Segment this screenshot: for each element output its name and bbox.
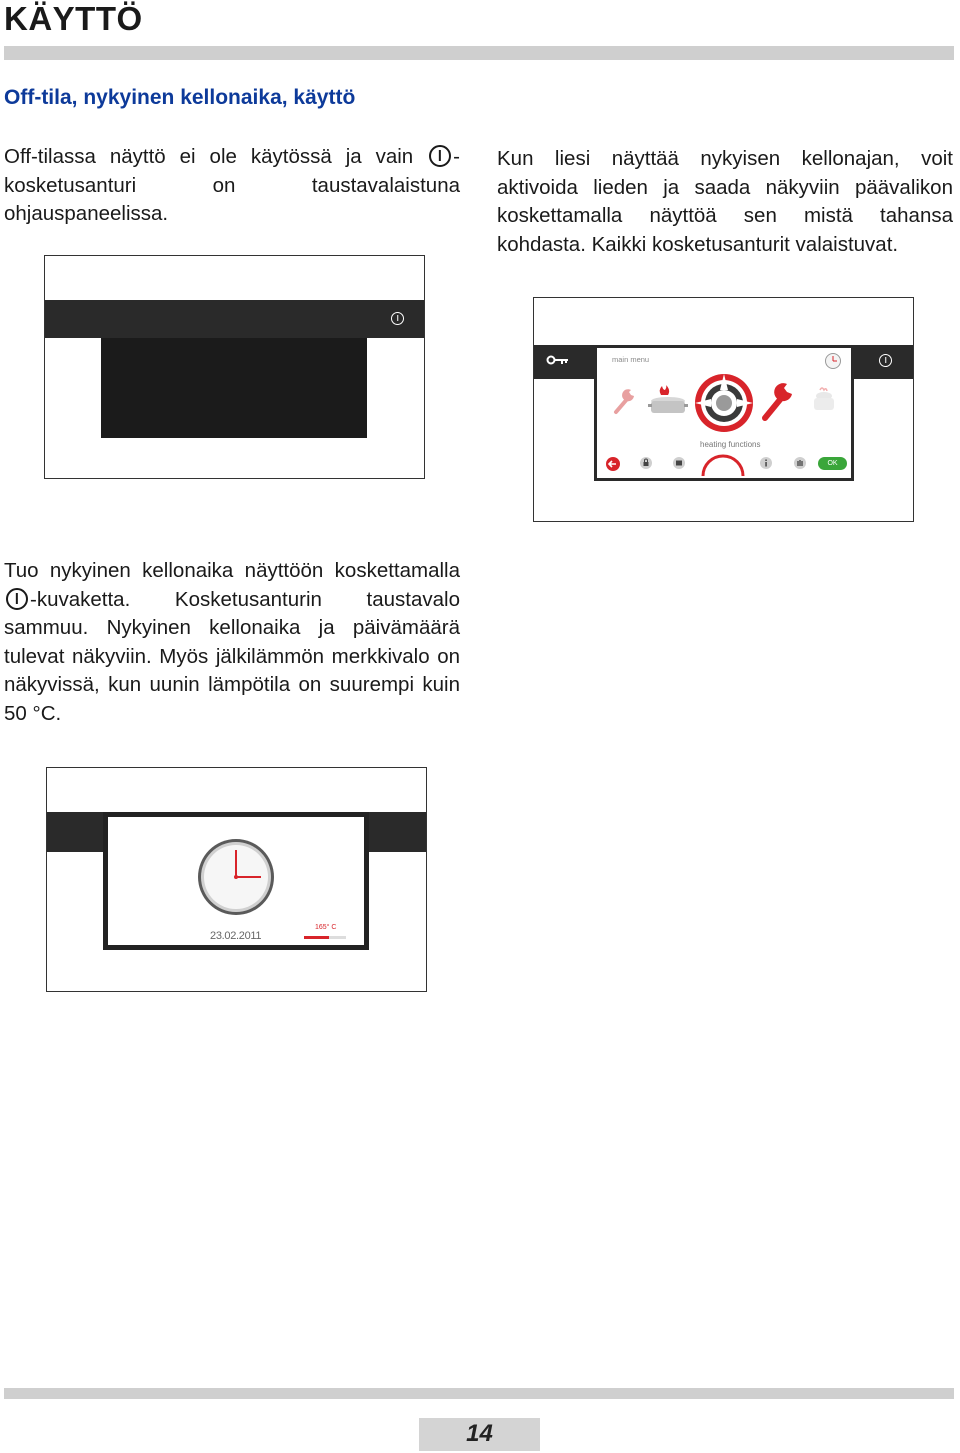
residual-heat-bar <box>304 936 346 939</box>
book-icon[interactable] <box>672 456 686 470</box>
clock-screen <box>103 812 369 950</box>
paragraph-text: -kosketusanturi on taustavalaistuna ohjauspaneelissa. <box>4 145 460 225</box>
ok-button[interactable]: OK <box>818 457 847 470</box>
power-icon <box>429 145 451 167</box>
heating-functions-icon[interactable] <box>693 372 755 434</box>
cooking-pot-icon[interactable] <box>647 385 689 419</box>
paragraph-show-clock <box>4 557 460 728</box>
key-lock-icon <box>546 353 570 367</box>
dial-arc <box>700 452 746 476</box>
settings-wrench-icon[interactable] <box>757 380 797 424</box>
figure-clock-display <box>46 767 427 992</box>
paragraph-text: Tuo nykyinen kellonaika näyttöön koskettamalla <box>4 559 460 582</box>
power-icon[interactable] <box>879 354 892 367</box>
paragraph-text: -kuvaketta. Kosketusanturin taustavalo sammuu. Nykyinen kellonaika ja päivämäärä tulevat näkyviin. Myös jälkilämmön merkkivalo on näkyvissä, kun uunin lämpötila on suurempi kuin 50 °C. <box>4 587 460 725</box>
main-menu-screen <box>597 348 851 478</box>
info-icon[interactable] <box>759 456 773 470</box>
figure-off-mode <box>44 255 425 479</box>
touch-display[interactable] <box>594 345 854 481</box>
section-title: Off-tila, nykyinen kellonaika, käyttö <box>4 86 356 109</box>
date-display: 23.02.2011 <box>210 930 262 942</box>
power-icon <box>6 588 28 610</box>
paragraph-activate: Kun liesi näyttää nykyisen kellonajan, voit aktivoida lieden ja saada näkyviin päävalikon koskettamalla näyttöä sen mistä tahansa kohdasta. Kaikki kosketusanturit valaistuvat. <box>497 147 953 256</box>
clock-screen-inner <box>108 817 364 945</box>
clock-icon[interactable] <box>824 352 842 370</box>
hand-icon[interactable] <box>793 456 807 470</box>
menu-caption: heating functions <box>700 440 761 449</box>
main-menu-title: main menu <box>612 355 650 364</box>
header-divider <box>4 46 954 60</box>
control-panel-band <box>45 300 424 338</box>
display-off <box>101 338 367 438</box>
figure-main-menu <box>533 297 914 522</box>
residual-heat-fill <box>304 936 329 939</box>
back-arrow-icon[interactable] <box>605 456 621 472</box>
paragraph-off-mode <box>4 143 460 229</box>
residual-heat-label: 165° C <box>315 924 337 931</box>
paragraph-text: Off-tilassa näyttö ei ole käytössä ja vain <box>4 145 414 168</box>
food-icon[interactable] <box>810 386 838 416</box>
analog-clock-icon <box>196 837 276 917</box>
lock-icon[interactable] <box>639 456 653 470</box>
page-number: 14 <box>466 1420 493 1447</box>
power-icon <box>391 312 404 325</box>
page-title: KÄYTTÖ <box>4 0 143 37</box>
footer-divider <box>4 1388 954 1399</box>
wrench-icon[interactable] <box>611 386 637 416</box>
